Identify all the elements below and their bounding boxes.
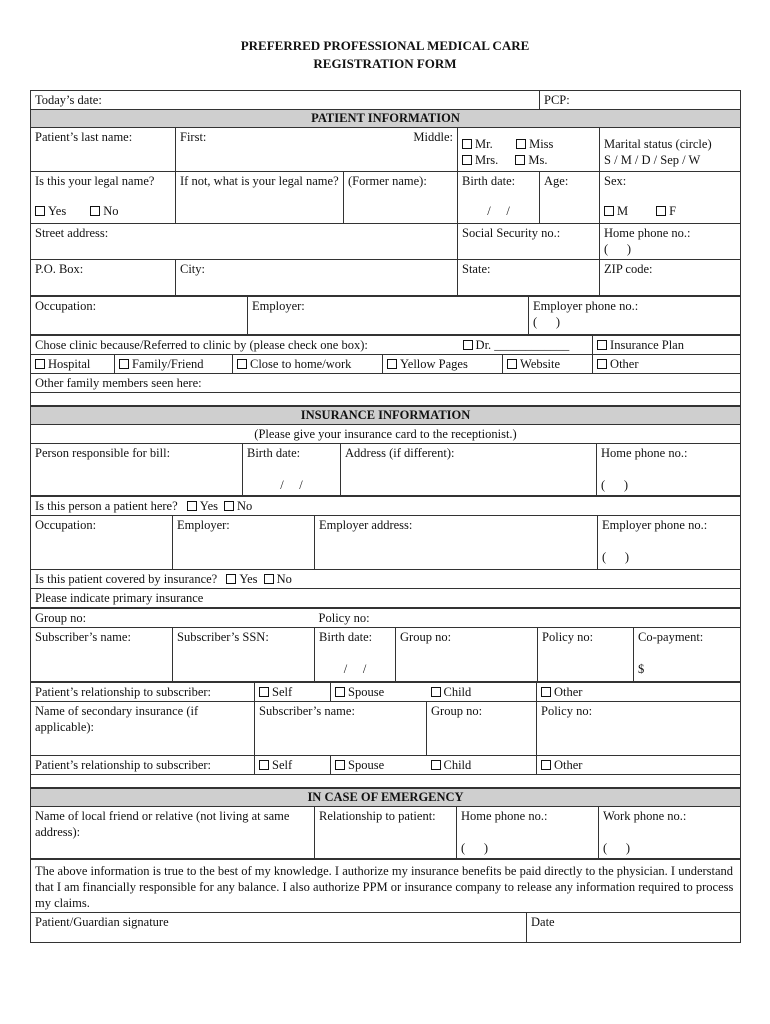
is-patient-question: [31, 497, 741, 516]
occupation-label: Occupation:: [35, 299, 97, 313]
responsible-birth-date-label: Birth date:: [247, 446, 301, 460]
patient-section-header: PATIENT INFORMATION: [31, 110, 741, 128]
responsible-employer-label: Employer:: [177, 518, 230, 532]
responsible-home-phone-parens: ( ): [601, 478, 629, 492]
spacer-row: [31, 393, 741, 406]
checkbox-icon: [604, 206, 614, 216]
city-label: City:: [180, 262, 206, 276]
covered-question: [31, 570, 741, 589]
title-options: [458, 128, 600, 172]
pcp-label: PCP:: [544, 93, 570, 107]
po-box-label: P.O. Box:: [35, 262, 84, 276]
birth-date-field[interactable]: [458, 172, 540, 224]
covered-no[interactable]: [264, 572, 292, 586]
checkbox-icon: [597, 340, 607, 350]
checkbox-icon: [431, 687, 441, 697]
emergency-home-phone-parens: ( ): [461, 841, 489, 855]
employer-address-label: Employer address:: [319, 518, 413, 532]
sex-f-label: F: [669, 204, 677, 218]
state-field[interactable]: [458, 260, 600, 296]
website-label: Website: [520, 357, 561, 371]
employer-field[interactable]: [248, 297, 529, 335]
responsible-party-field[interactable]: [31, 444, 243, 496]
subscriber-ssn-label: Subscriber’s SSN:: [177, 630, 269, 644]
checkbox-icon: [541, 760, 551, 770]
title-miss-option[interactable]: [516, 137, 553, 151]
subscriber-birth-date-slashes: / /: [343, 662, 367, 676]
secondary-relationship-label-cell: Patient’s relationship to subscriber:: [31, 756, 255, 775]
insurance-section-header: INSURANCE INFORMATION: [31, 407, 741, 425]
secondary-policy-no-field[interactable]: [537, 702, 741, 756]
responsible-employer-field[interactable]: [173, 516, 315, 570]
referral-dr-option[interactable]: [459, 336, 593, 355]
checkbox-icon: [462, 139, 472, 149]
responsible-birth-date-field[interactable]: [243, 444, 341, 496]
responsible-employer-address-field[interactable]: [315, 516, 598, 570]
yes-label: Yes: [199, 499, 218, 513]
secondary-group-no-label: Group no:: [431, 704, 483, 718]
signature-date-field[interactable]: [527, 913, 741, 943]
checkbox-icon: [226, 574, 236, 584]
checkbox-icon: [463, 340, 473, 350]
responsible-home-phone-field[interactable]: [597, 444, 741, 496]
responsible-employer-phone-label: Employer phone no.:: [602, 518, 708, 532]
referral-hospital-option[interactable]: [31, 355, 115, 374]
todays-date-field[interactable]: [31, 91, 540, 110]
street-address-field[interactable]: [31, 224, 458, 260]
referral-website-option[interactable]: [503, 355, 593, 374]
subscriber-birth-date-label: Birth date:: [319, 630, 373, 644]
authorization-statement: The above information is true to the best of my knowledge. I authorize my insurance benefits be paid directly to the physician. I understand that I am financially responsible for any balance. I also authorize PPM or insurance company to release any information required to process my claims.: [31, 860, 741, 913]
checkbox-icon: [335, 760, 345, 770]
checkbox-icon: [515, 155, 525, 165]
birth-date-slashes: / /: [487, 204, 510, 218]
legal-name-yes[interactable]: [35, 204, 66, 218]
secondary-insurance-label: Name of secondary insurance (if applicable):: [35, 704, 199, 734]
checkbox-icon: [35, 359, 45, 369]
referral-family-friend-option[interactable]: [115, 355, 233, 374]
checkbox-icon: [507, 359, 517, 369]
secondary-policy-no-label: Policy no:: [541, 704, 593, 718]
checkbox-icon: [259, 760, 269, 770]
zip-field[interactable]: [600, 260, 741, 296]
marital-status-label: Marital status (circle): [604, 137, 712, 151]
age-label: Age:: [544, 174, 569, 188]
secondary-relationship-child-option[interactable]: [427, 756, 537, 775]
form-subtitle: REGISTRATION FORM: [313, 56, 457, 71]
referral-table: [30, 335, 741, 406]
subscriber-birth-date-field[interactable]: [315, 628, 396, 682]
marital-status-field[interactable]: [600, 128, 741, 172]
checkbox-icon: [431, 760, 441, 770]
checkbox-icon: [335, 687, 345, 697]
spouse-label: Spouse: [348, 758, 385, 772]
checkbox-icon: [259, 687, 269, 697]
responsible-occupation-field[interactable]: [31, 516, 173, 570]
is-patient-no[interactable]: [224, 499, 252, 513]
state-label: State:: [462, 262, 491, 276]
relationship-label-cell: Patient’s relationship to subscriber:: [31, 683, 255, 702]
insurance-card-note: (Please give your insurance card to the receptionist.): [31, 425, 741, 444]
primary-policy-no-field[interactable]: [315, 609, 741, 628]
family-friend-label: Family/Friend: [132, 357, 204, 371]
yes-label: Yes: [239, 572, 258, 586]
signature-label: Patient/Guardian signature: [35, 915, 169, 929]
relationship-self-option[interactable]: [255, 683, 331, 702]
emergency-work-phone-field[interactable]: [599, 807, 741, 859]
title-ms-option[interactable]: [515, 153, 547, 167]
covered-yes[interactable]: [226, 572, 257, 586]
checkbox-icon: [187, 501, 197, 511]
checkbox-icon: [237, 359, 247, 369]
legal-name-field-label: If not, what is your legal name?: [180, 174, 339, 188]
copayment-label: Co-payment:: [638, 630, 704, 644]
other-label: Other: [554, 758, 583, 772]
address-different-field[interactable]: [341, 444, 597, 496]
primary-insurance-field[interactable]: [31, 589, 741, 608]
checkbox-icon: [516, 139, 526, 149]
copayment-field[interactable]: [634, 628, 741, 682]
zip-label: ZIP code:: [604, 262, 653, 276]
chose-clinic-question: Chose clinic because/Referred to clinic by (please check one box):: [31, 336, 459, 355]
sex-m-option[interactable]: [604, 204, 628, 218]
copayment-dollar: $: [638, 662, 645, 676]
checkbox-icon: [35, 206, 45, 216]
subscriber-name-label: Subscriber’s name:: [35, 630, 131, 644]
marital-status-options: S / M / D / Sep / W: [604, 153, 701, 167]
primary-group-no-label: Group no:: [35, 611, 87, 625]
relationship-spouse-option[interactable]: [331, 683, 427, 702]
other-label: Other: [554, 685, 583, 699]
responsible-party-label: Person responsible for bill:: [35, 446, 171, 460]
close-home-label: Close to home/work: [250, 357, 352, 371]
other-label: Other: [610, 357, 639, 371]
responsible-home-phone-label: Home phone no.:: [601, 446, 688, 460]
title-ms-label: Ms.: [528, 153, 548, 167]
primary-insurance-label: Please indicate primary insurance: [35, 591, 204, 605]
form-title: PREFERRED PROFESSIONAL MEDICAL CARE: [240, 38, 530, 53]
subscriber-policy-no-label: Policy no:: [542, 630, 594, 644]
occupation-field[interactable]: [31, 297, 248, 335]
secondary-subscriber-name-field[interactable]: [255, 702, 427, 756]
emergency-relationship-label: Relationship to patient:: [319, 809, 436, 823]
child-label: Child: [443, 758, 472, 772]
referral-yellow-pages-option[interactable]: [383, 355, 503, 374]
checkbox-icon: [597, 359, 607, 369]
secondary-relationship-spouse-option[interactable]: [331, 756, 427, 775]
home-phone-field[interactable]: [600, 224, 741, 260]
former-name-field[interactable]: [344, 172, 458, 224]
responsible-employer-phone-field[interactable]: [598, 516, 741, 570]
ssn-field[interactable]: [458, 224, 600, 260]
emergency-section-header: IN CASE OF EMERGENCY: [31, 789, 741, 807]
responsible-occupation-label: Occupation:: [35, 518, 97, 532]
age-field[interactable]: [540, 172, 600, 224]
legal-name-label: Is this your legal name?: [35, 174, 155, 188]
home-phone-label: Home phone no.:: [604, 226, 691, 240]
former-name-label: (Former name):: [348, 174, 427, 188]
employment-table: [30, 296, 741, 335]
first-name-field[interactable]: [176, 128, 344, 172]
emergency-work-phone-label: Work phone no.:: [603, 809, 687, 823]
last-name-field[interactable]: [31, 128, 176, 172]
pcp-field[interactable]: [540, 91, 741, 110]
emergency-home-phone-field[interactable]: [457, 807, 599, 859]
registration-form: [30, 90, 740, 943]
subscriber-ssn-field[interactable]: [173, 628, 315, 682]
insurance-plan-label: Insurance Plan: [610, 338, 684, 352]
secondary-subscriber-name-label: Subscriber’s name:: [259, 704, 355, 718]
self-label: Self: [272, 685, 293, 699]
no-label: No: [276, 572, 292, 586]
legal-name-no[interactable]: [90, 204, 118, 218]
first-name-label: First:: [180, 130, 207, 144]
emergency-relationship-field[interactable]: [315, 807, 457, 859]
spacer-row: [31, 775, 741, 788]
secondary-relationship-self-option[interactable]: [255, 756, 331, 775]
emergency-contact-name-label: Name of local friend or relative (not living at same address):: [35, 809, 290, 839]
checkbox-icon: [90, 206, 100, 216]
secondary-insurance-field[interactable]: [31, 702, 255, 756]
checkbox-icon: [387, 359, 397, 369]
primary-policy-no-label: Policy no:: [318, 611, 370, 625]
emergency-work-phone-parens: ( ): [603, 841, 631, 855]
employer-phone-label: Employer phone no.:: [533, 299, 639, 313]
sex-f-option[interactable]: [656, 204, 676, 218]
sex-label: Sex:: [604, 174, 627, 188]
is-patient-label: Is this person a patient here?: [35, 499, 178, 513]
insurance-information-table: [30, 406, 741, 496]
subscriber-policy-no-field[interactable]: [538, 628, 634, 682]
referral-dr-label: Dr. ____________: [475, 338, 570, 352]
employer-phone-parens: ( ): [533, 315, 561, 329]
sex-m-label: M: [617, 204, 629, 218]
secondary-group-no-field[interactable]: [427, 702, 537, 756]
patient-information-table: [30, 90, 741, 296]
title-mrs-option[interactable]: [462, 153, 498, 167]
responsible-employment-table: [30, 496, 741, 608]
emergency-home-phone-label: Home phone no.:: [461, 809, 548, 823]
middle-name-label: Middle:: [413, 130, 453, 144]
legal-name-field[interactable]: [176, 172, 344, 224]
emergency-contact-name-field[interactable]: [31, 807, 315, 859]
referral-insurance-plan-option[interactable]: [593, 336, 741, 355]
child-label: Child: [443, 685, 472, 699]
home-phone-parens: ( ): [604, 242, 632, 256]
other-family-field[interactable]: [31, 374, 741, 393]
is-patient-yes[interactable]: [187, 499, 218, 513]
middle-name-field[interactable]: [344, 128, 458, 172]
street-address-label: Street address:: [35, 226, 109, 240]
employer-phone-field[interactable]: [529, 297, 741, 335]
address-different-label: Address (if different):: [345, 446, 455, 460]
ssn-label: Social Security no.:: [462, 226, 561, 240]
legal-name-question: [31, 172, 176, 224]
self-label: Self: [272, 758, 293, 772]
yellow-pages-label: Yellow Pages: [400, 357, 468, 371]
responsible-birth-date-slashes: / /: [280, 478, 303, 492]
referral-close-home-option[interactable]: [233, 355, 383, 374]
subscriber-name-field[interactable]: [31, 628, 173, 682]
primary-group-no-field[interactable]: [31, 609, 315, 628]
birth-date-label: Birth date:: [462, 174, 516, 188]
checkbox-icon: [656, 206, 666, 216]
employer-label: Employer:: [252, 299, 305, 313]
checkbox-icon: [264, 574, 274, 584]
title-mrs-label: Mrs.: [475, 153, 499, 167]
checkbox-icon: [541, 687, 551, 697]
no-label: No: [237, 499, 253, 513]
city-field[interactable]: [176, 260, 458, 296]
checkbox-icon: [462, 155, 472, 165]
po-box-field[interactable]: [31, 260, 176, 296]
subscriber-group-no-field[interactable]: [396, 628, 538, 682]
checkbox-icon: [224, 501, 234, 511]
emergency-table: [30, 788, 741, 859]
referral-other-option[interactable]: [593, 355, 741, 374]
subscriber-group-no-label: Group no:: [400, 630, 452, 644]
title-mr-label: Mr.: [475, 137, 493, 151]
relationship-child-option[interactable]: [427, 683, 537, 702]
covered-label: Is this patient covered by insurance?: [35, 572, 218, 586]
responsible-employer-phone-parens: ( ): [602, 550, 630, 564]
other-family-label: Other family members seen here:: [35, 376, 202, 390]
checkbox-icon: [119, 359, 129, 369]
spouse-label: Spouse: [348, 685, 385, 699]
no-label: No: [103, 204, 119, 218]
title-mr-option[interactable]: [462, 137, 493, 151]
title-miss-label: Miss: [529, 137, 554, 151]
todays-date-label: Today’s date:: [35, 93, 102, 107]
yes-label: Yes: [48, 204, 67, 218]
hospital-label: Hospital: [48, 357, 91, 371]
authorization-table: [30, 859, 741, 943]
primary-insurance-table: [30, 608, 741, 682]
last-name-label: Patient’s last name:: [35, 130, 133, 144]
signature-field[interactable]: [31, 913, 527, 943]
relationship-table: [30, 682, 741, 788]
relationship-other-option[interactable]: [537, 683, 741, 702]
signature-date-label: Date: [531, 915, 555, 929]
sex-field: [600, 172, 741, 224]
secondary-relationship-other-option[interactable]: [537, 756, 741, 775]
